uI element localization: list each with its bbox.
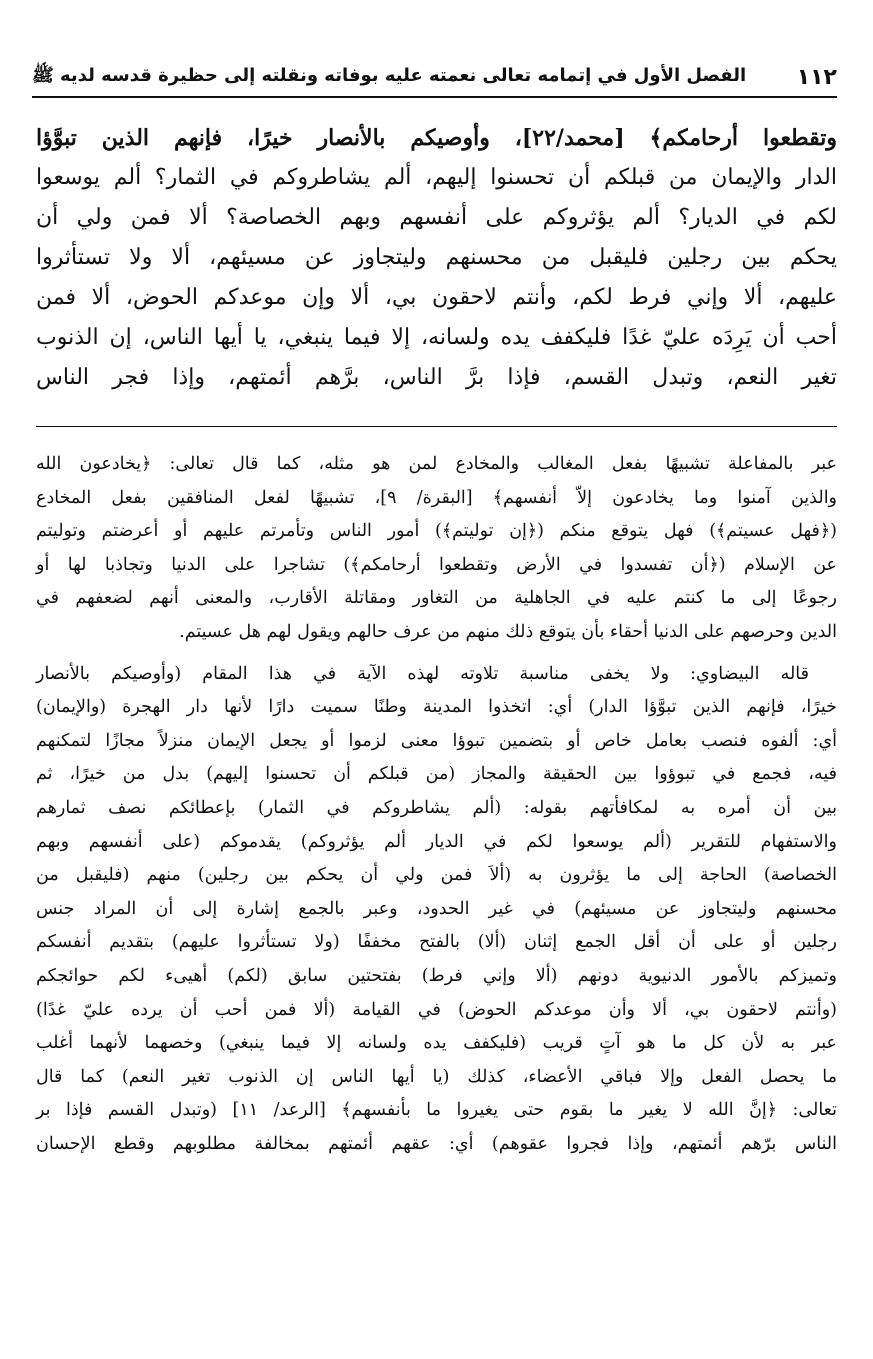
page-number: ١١٢ bbox=[796, 65, 837, 90]
footnote-line: عبر بالمفاعلة تشبيهًا بفعل المغالب والمخادع لمن هو مثله، كما قال تعالى: ﴿يخادعون الله bbox=[36, 454, 837, 474]
footnote-separator bbox=[36, 426, 837, 427]
footnote-line: والذين آمنوا وما يخادعون إلاّ أنفسهم﴾ [البقرة/ ٩]، تشبيهًا لفعل المنافقين بفعل المخادع bbox=[36, 487, 838, 508]
main-text-line: يحكم بين رجلين فليقبل من محسنهم وليتجاوز عن مسيئهم، ألا ولا تستأثروا bbox=[36, 245, 837, 270]
footnote-line: بين أن أمره به لمكافأتهم بقوله: (ألم يشاطروكم في الثمار) بإعطائكم نصف ثمارهم bbox=[36, 797, 837, 818]
footnote-line: الدين وحرصهم على الدنيا أحقاء بأن يتوقع ذلك منهم من عرف حالهم ويقول لهم هل عسيتم. bbox=[179, 621, 837, 642]
footnote-line: والاستفهام للتقرير (ألم يوسعوا لكم في الديار ألم يؤثروكم) يقدموكم (على أنفسهم وبهم bbox=[36, 831, 837, 852]
footnote-line: الخصاصة) الحاجة إلى ما يؤثرون به (ألاَ فمن ولي أن يحكم بين رجلين) منهم (فليقبل من bbox=[36, 865, 837, 886]
footnote-line: رجوعًا إلى ما كنتم عليه في الجاهلية من التغاور ومقاتلة الأقارب، والمعنى أنهم لضعفهم في bbox=[36, 588, 837, 609]
footnote-line: عبر به لأن كل ما هو آتٍ قريب (فليكفف يده ولسانه إلا فيما ينبغي) وخصهما لأنهما أغلب bbox=[36, 1033, 837, 1054]
footnote-line: وتميزكم بالأمور الدنيوية دونهم (ألا وإني فرط) بفتحتين سابق (لكم) أهيىء لكم حوائجكم bbox=[36, 965, 837, 986]
footnote-line: رجلين أو على أن أقل الجمع إثنان (ألا) بالفتح مخففًا (ولا تستأثروا عليهم) بتقديم أنفسكم bbox=[36, 932, 837, 953]
main-text bbox=[36, 118, 837, 398]
footnote-line: ما يحصل الفعل وإلا فباقي الأعضاء، كذلك (يا أيها الناس إن الذنوب تغير النعم) كما قال bbox=[36, 1066, 837, 1087]
main-text-line: الدار والإيمان من قبلكم أن تحسنوا إليهم، ألم يشاطروكم في الثمار؟ ألم يوسعوا bbox=[36, 165, 837, 190]
main-text-line: عليهم، ألا وإني فرط لكم، وأنتم لاحقون بي، ألا وإن موعدكم الحوض، ألا فمن bbox=[36, 285, 837, 310]
running-title: الفصل الأول في إتمامه تعالى نعمته عليه بوفاته ونقلته إلى حظيرة قدسه لديه ﷺ bbox=[32, 65, 747, 86]
footnote-line: (وأنتم لاحقون بي، ألا وأن موعدكم الحوض) في القيامة (ألا فمن أحب أن يرده عليّ غدًا) bbox=[36, 999, 837, 1020]
footnote-line: فيه، فجمع في تبوؤوا بين الحقيقة والمجاز (من قبلكم أن تحسنوا إليهم) بدل من خيرًا، ثم bbox=[36, 764, 837, 785]
footnote-line: محسنهم وليتجاوز عن مسيئهم) في غير الحدود، وعبر بالجمع إشارة إلى أن المراد جنس bbox=[36, 898, 837, 919]
main-text-line: تغير النعم، وتبدل القسم، فإذا برَّ الناس، برَّهم أئمتهم، وإذا فجر الناس bbox=[36, 365, 837, 390]
footnote-line: الناس برّهم أئمتهم، وإذا فجروا عقوهم) أي: عقهم أئمتهم بمخالفة مطلوبهم وقطع الإحسان bbox=[36, 1133, 837, 1154]
footnote-line: عن الإسلام (﴿أن تفسدوا في الأرض وتقطعوا أرحامكم﴾) تشاجرا على الدنيا وتجاذبا لها أو bbox=[36, 554, 837, 575]
footnote-line: قاله البيضاوي: ولا يخفى مناسبة تلاوته لهذه الآية في هذا المقام (وأوصيكم بالأنصار bbox=[36, 663, 809, 684]
footnote-line: (﴿فهل عسيتم﴾) فهل يتوقع منكم (﴿إن توليتم﴾) أمور الناس وتأمرتم عليهم أو أعرضتم وتوليتم bbox=[36, 521, 837, 542]
footnotes bbox=[36, 448, 837, 1161]
paragraph-gap bbox=[36, 650, 837, 658]
running-header bbox=[32, 58, 837, 98]
main-text-line: لكم في الديار؟ ألم يؤثروكم على أنفسهم وبهم الخصاصة؟ ألا فمن ولي أن bbox=[36, 205, 837, 230]
footnote-line: تعالى: ﴿إنَّ الله لا يغير ما بقوم حتى يغيروا ما بأنفسهم﴾ [الرعد/ ١١] (وتبدل القسم فإذا بر bbox=[36, 1100, 838, 1121]
main-text-line: أحب أن يَرِدَه عليّ غدًا فليكفف يده ولسانه، إلا فيما ينبغي، يا أيها الناس، إن الذنوب bbox=[36, 325, 837, 350]
main-text-line: وتقطعوا أرحامكم﴾ [محمد/٢٢]، وأوصيكم بالأنصار خيرًا، فإنهم الذين تبوَّؤا bbox=[36, 125, 837, 151]
footnote-line: أي: ألفوه فنصب بعامل خاص أو بتضمين تبوؤا معنى لزموا أو يجعل الإيمان منزلاً مجازًا لتمكنهم bbox=[36, 730, 837, 751]
footnote-line: خيرًا، فإنهم الذين تبوَّؤا الدار) أي: اتخذوا المدينة وطنًا سميت دارًا لأنها دار الهجرة (والإيمان) bbox=[36, 697, 837, 718]
